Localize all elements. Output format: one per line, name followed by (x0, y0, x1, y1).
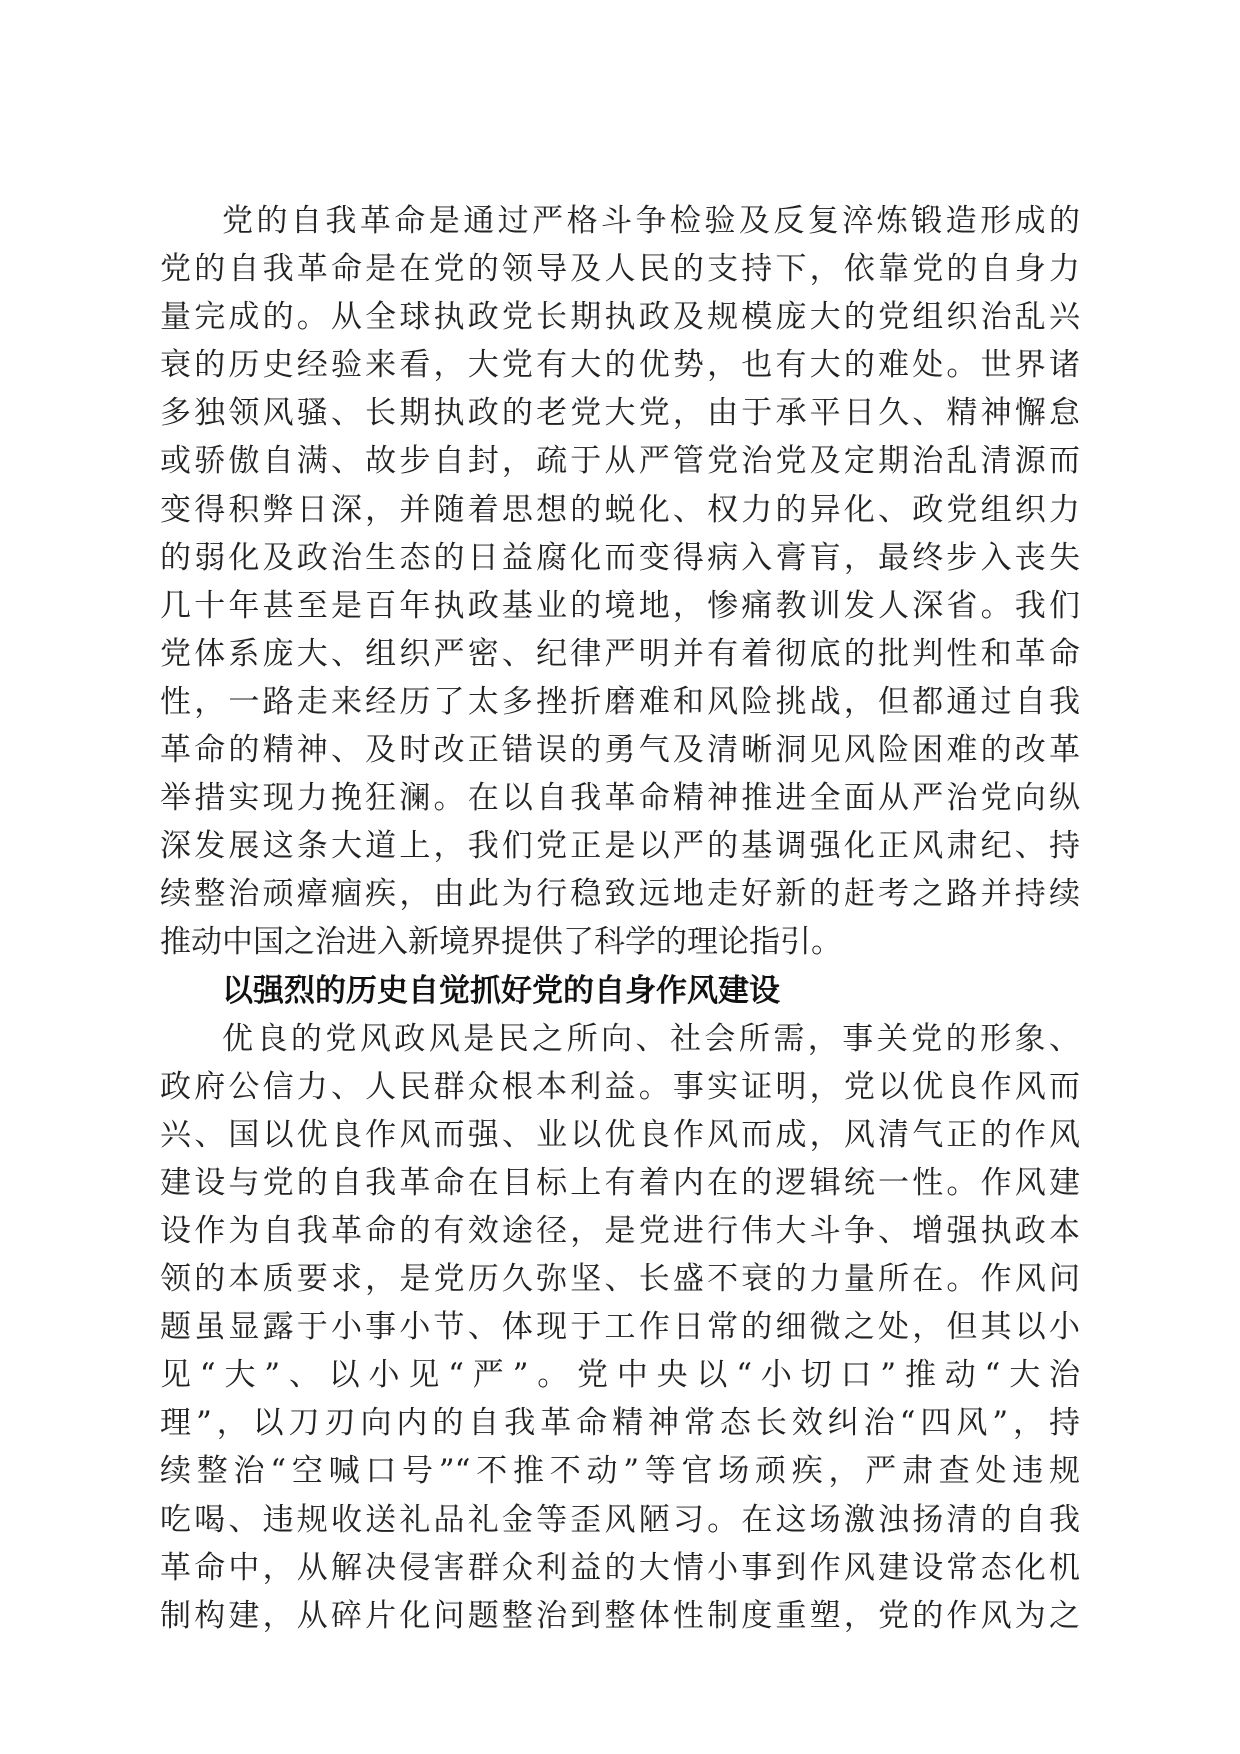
paragraph-line: 优良的党风政风是民之所向、社会所需，事关党的形象、 (222, 1020, 1080, 1057)
paragraph-line: 量完成的。从全球执政党长期执政及规模庞大的党组织治乱兴 (160, 299, 1080, 336)
paragraph-line: 吃喝、违规收送礼品礼金等歪风陋习。在这场激浊扬清的自我 (160, 1501, 1080, 1538)
paragraph-line: 推动中国之治进入新境界提供了科学的理论指引。 (160, 924, 842, 961)
paragraph-line: 续整治“空喊口号”“不推不动”等官场顽疾，严肃查处违规 (160, 1453, 1080, 1490)
paragraph-2 (160, 1015, 1080, 1640)
paragraph-line: 或骄傲自满、故步自封，疏于从严管党治党及定期治乱清源而 (160, 443, 1080, 480)
paragraph-line: 政府公信力、人民群众根本利益。事实证明，党以优良作风而 (160, 1068, 1080, 1105)
paragraph-line: 题虽显露于小事小节、体现于工作日常的细微之处，但其以小 (160, 1309, 1080, 1346)
paragraph-line: 领的本质要求，是党历久弥坚、长盛不衰的力量所在。作风问 (160, 1261, 1080, 1298)
paragraph-line: 几十年甚至是百年执政基业的境地，惨痛教训发人深省。我们 (160, 587, 1080, 624)
paragraph-line: 性，一路走来经历了太多挫折磨难和风险挑战，但都通过自我 (160, 683, 1080, 720)
paragraph-line: 党的自我革命是通过严格斗争检验及反复淬炼锻造形成的 (222, 203, 1080, 239)
paragraph-line: 制构建，从碎片化问题整治到整体性制度重塑，党的作风为之 (160, 1597, 1080, 1634)
paragraph-line: 变得积弊日深，并随着思想的蜕化、权力的异化、政党组织力 (160, 491, 1080, 528)
paragraph-line: 举措实现力挽狂澜。在以自我革命精神推进全面从严治党向纵 (160, 780, 1080, 817)
paragraph-line: 设作为自我革命的有效途径，是党进行伟大斗争、增强执政本 (160, 1212, 1080, 1249)
document-body (160, 197, 1080, 1640)
paragraph-line: 党的自我革命是在党的领导及人民的支持下，依靠党的自身力 (160, 251, 1080, 288)
paragraph-line: 深发展这条大道上，我们党正是以严的基调强化正风肃纪、持 (160, 828, 1080, 865)
paragraph-1 (160, 197, 1080, 967)
paragraph-line: 革命中，从解决侵害群众利益的大情小事到作风建设常态化机 (160, 1549, 1080, 1586)
paragraph-line: 的弱化及政治生态的日益腐化而变得病入膏肓，最终步入丧失 (160, 539, 1080, 576)
paragraph-line: 理”，以刀刃向内的自我革命精神常态长效纠治“四风”，持 (160, 1405, 1080, 1442)
paragraph-line: 建设与党的自我革命在目标上有着内在的逻辑统一性。作风建 (160, 1164, 1080, 1201)
section-heading: 以强烈的历史自觉抓好党的自身作风建设 (222, 972, 780, 1009)
paragraph-line: 兴、国以优良作风而强、业以优良作风而成，风清气正的作风 (160, 1116, 1080, 1153)
paragraph-line: 见“大”、以小见“严”。党中央以“小切口”推动“大治 (160, 1357, 1080, 1394)
paragraph-line: 续整治顽瘴痼疾，由此为行稳致远地走好新的赶考之路并持续 (160, 876, 1080, 913)
paragraph-line: 衰的历史经验来看，大党有大的优势，也有大的难处。世界诸 (160, 347, 1080, 384)
paragraph-line: 多独领风骚、长期执政的老党大党，由于承平日久、精神懈怠 (160, 395, 1080, 432)
paragraph-line: 革命的精神、及时改正错误的勇气及清晰洞见风险困难的改革 (160, 732, 1080, 769)
paragraph-line: 党体系庞大、组织严密、纪律严明并有着彻底的批判性和革命 (160, 635, 1080, 672)
